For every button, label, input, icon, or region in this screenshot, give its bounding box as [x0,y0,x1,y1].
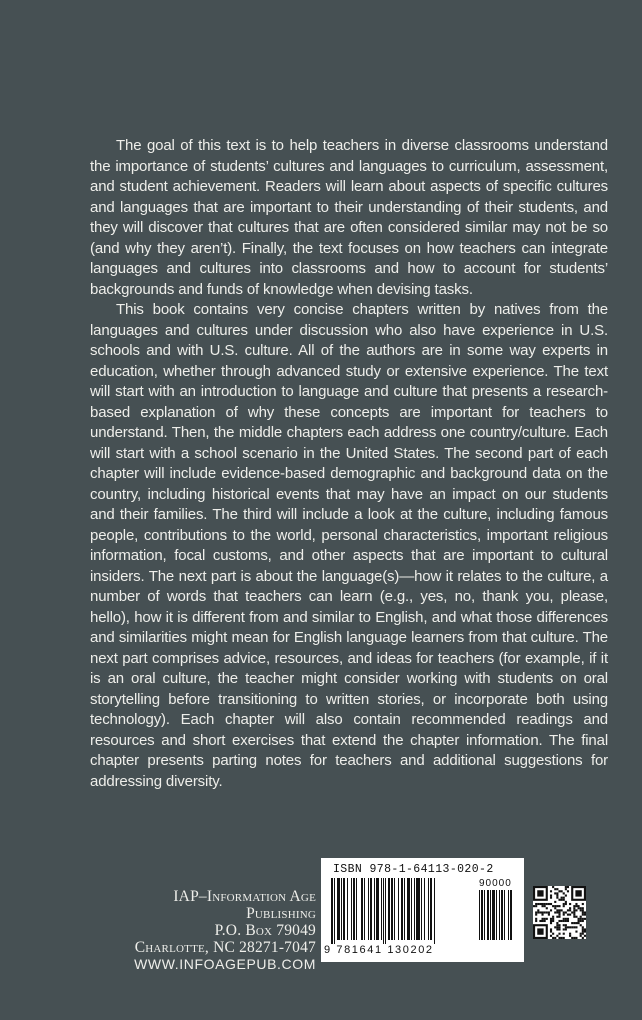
barcode-bar [376,878,379,940]
qr-module [546,918,548,920]
qr-module [537,890,543,896]
qr-module [539,911,541,913]
qr-module [573,909,575,911]
qr-module [582,928,584,930]
qr-module [578,918,580,920]
qr-module [582,903,584,905]
qr-module [565,903,567,905]
qr-module [563,918,565,920]
qr-module [556,916,558,918]
barcode-bar [356,878,357,940]
barcode-bar [385,878,386,944]
qr-module [556,905,558,907]
qr-module [565,888,567,890]
price-bar [510,890,512,940]
price-barcode-bars [478,890,518,950]
qr-module [584,918,586,920]
qr-module [573,907,575,909]
qr-module [550,890,552,892]
qr-module [552,933,554,935]
barcode-bar [398,878,399,940]
qr-module [544,920,546,922]
qr-module [556,888,558,890]
qr-module [544,903,546,905]
qr-module [571,926,573,928]
qr-module [558,937,560,939]
qr-module [561,897,563,899]
barcode-bar [407,878,410,940]
price-bar [492,890,495,940]
barcode-bar [428,878,429,940]
qr-module [565,926,567,928]
qr-module [567,926,569,928]
barcode-bar [424,878,425,940]
qr-module [552,886,554,888]
qr-module [541,918,543,920]
qr-module [548,911,550,913]
barcode-bar [347,878,348,940]
price-bar [504,890,505,940]
qr-module [565,928,567,930]
price-bar [496,890,497,940]
qr-module [563,914,565,916]
qr-module [556,911,558,913]
ean-digits: 9 781641 130202 [324,944,434,956]
qr-module [558,911,560,913]
qr-module [535,914,537,916]
qr-module [550,909,552,911]
qr-module [552,920,554,922]
qr-module [565,901,567,903]
qr-module [554,911,556,913]
qr-module [569,907,571,909]
qr-module [546,907,548,909]
qr-module [550,897,552,899]
qr-module [550,920,552,922]
qr-module [556,894,558,896]
qr-module [575,931,577,933]
qr-module [561,899,563,901]
barcode-bar [334,878,335,944]
qr-module [539,920,541,922]
qr-module [567,918,569,920]
qr-module [552,905,554,907]
qr-module [537,911,539,913]
qr-module [561,909,563,911]
qr-module [571,937,573,939]
qr-module [561,920,563,922]
qr-module [537,909,539,911]
qr-module [537,928,543,934]
qr-module [582,933,584,935]
qr-module [556,922,558,924]
qr-module [580,916,582,918]
qr-module [567,886,569,888]
qr-module [554,892,556,894]
qr-module [580,935,582,937]
qr-module [556,897,558,899]
qr-module [546,911,548,913]
qr-module [563,924,565,926]
qr-module [563,920,565,922]
qr-module [567,920,569,922]
qr-module [558,905,560,907]
qr-module [546,903,548,905]
qr-module [569,933,571,935]
qr-module [554,907,556,909]
qr-module [544,905,546,907]
book-description [90,136,608,792]
qr-module [578,922,580,924]
qr-module [575,909,577,911]
qr-module [573,937,575,939]
qr-module [573,922,575,924]
qr-module [563,905,565,907]
price-bar [499,890,500,940]
price-bar [479,890,480,940]
qr-module [575,890,581,896]
barcode-bar [414,878,415,940]
qr-module [563,892,565,894]
qr-module [563,928,565,930]
qr-module [565,911,567,913]
qr-module [584,928,586,930]
qr-module [558,909,560,911]
qr-module [565,886,567,888]
qr-module [578,907,580,909]
qr-module [548,914,550,916]
qr-module [554,937,556,939]
qr-module [575,905,577,907]
qr-module [565,918,567,920]
qr-module [573,926,575,928]
qr-module [580,907,582,909]
qr-module [554,905,556,907]
publisher-city: Charlotte, NC 28271-7047 [134,939,316,956]
qr-module [563,933,565,935]
qr-module [580,924,582,926]
publisher-name: IAP–Information Age Publishing [173,888,316,922]
qr-module [582,926,584,928]
qr-module [550,903,552,905]
qr-module [563,903,565,905]
qr-module [554,888,556,890]
qr-module [573,916,575,918]
price-bar [490,890,491,940]
qr-module [552,916,554,918]
isbn-label: ISBN 978-1-64113-020-2 [333,863,494,876]
qr-module [544,911,546,913]
price-code: 90000 [479,878,512,889]
barcode-bar [331,878,333,944]
barcode-bar [368,878,369,940]
qr-module [575,903,577,905]
qr-module [567,890,569,892]
qr-module [573,905,575,907]
description-paragraph-2: This book contains very concise chapters written by natives from the languages and cultures under discussion who also have experience in U.S. schools and with U.S. culture. All of the authors are in some way experts in education, whether through advanced study or extensive experience. The text will start with an introduction to language and culture that presents a research-based explanation of why these concepts are important for teachers to understand. Then, the middle chapters each address one country/culture. Each will start with a school scenario in the United States. The second part of each chapter will include evidence-based demographic and background data on the country, including historical events that may have an impact on our students and their families. The third will include a look at the culture, including famous people, contributions to the world, personal characteristics, important religious information, focal customs, and other aspects that are important to cultural insiders. The next part is about the language(s)—how it relates to the culture, a number of words that teachers can learn (e.g., yes, no, thank you, please, hello), how it is different from and similar to English, and what those differences and similarities might mean for English language learners from that culture. The next part comprises advice, resources, and ideas for teachers (for example, if it is an oral culture, the teacher might consider working with students on oral storytelling before transitioning to written stories, or incorporate both using technology). Each chapter will also contain recommended readings and resources and short exercises that extend the chapter information. The final chapter presents parting notes for teachers and additional suggestions for addressing diversity. [90,301,608,790]
qr-module [533,905,535,907]
qr-module [558,926,560,928]
barcode-bar [394,878,395,940]
barcode-bar [430,878,432,940]
qr-module [541,905,543,907]
qr-module [541,920,543,922]
qr-module [556,926,558,928]
barcode-bar [361,878,363,940]
barcode-bar [404,878,405,940]
qr-module [558,924,560,926]
qr-module [582,918,584,920]
barcode-bar [343,878,345,940]
qr-module [550,894,552,896]
qr-module [569,914,571,916]
barcode-bar [341,878,342,940]
qr-module [558,899,560,901]
qr-module [573,914,575,916]
qr-module [552,937,554,939]
qr-module [548,903,550,905]
qr-module [584,914,586,916]
qr-module [584,911,586,913]
qr-module [582,907,584,909]
qr-module [578,905,580,907]
qr-module [550,922,552,924]
price-bar [508,890,509,940]
qr-module [550,918,552,920]
qr-module [535,911,537,913]
qr-module [580,918,582,920]
barcode-bar [383,878,384,944]
qr-code[interactable] [533,886,586,939]
qr-module [571,911,573,913]
qr-module [571,922,573,924]
qr-module [573,911,575,913]
qr-module [567,914,569,916]
qr-module [558,916,560,918]
qr-module [575,926,577,928]
barcode-bar [337,878,340,940]
barcode-bar [353,878,355,940]
price-bar [501,890,503,940]
barcode-bar [351,878,352,940]
qr-module [561,937,563,939]
qr-module [567,909,569,911]
qr-module [539,903,541,905]
qr-module [558,928,560,930]
qr-module [563,899,565,901]
qr-module [544,918,546,920]
qr-module [569,909,571,911]
qr-module [565,920,567,922]
qr-module [556,909,558,911]
publisher-website: WWW.INFOAGEPUB.COM [134,956,316,972]
qr-module [578,920,580,922]
qr-module [565,894,567,896]
qr-module [582,920,584,922]
barcode-bar [434,878,435,944]
qr-module [569,935,571,937]
qr-module [582,911,584,913]
barcode-bar [391,878,393,940]
qr-module [541,911,543,913]
barcode-bar [401,878,403,940]
qr-module [563,897,565,899]
qr-module [535,920,537,922]
barcode-bar [421,878,422,940]
qr-module [569,926,571,928]
barcode-bar [364,878,365,940]
barcode-bar [374,878,375,940]
qr-module [541,903,543,905]
price-bar [487,890,489,940]
barcode-bar [381,878,382,940]
barcode-bar [388,878,390,940]
isbn-barcode [321,858,524,962]
qr-module [575,916,577,918]
qr-module [563,911,565,913]
barcode-bar [416,878,420,940]
qr-module [550,928,552,930]
qr-module [582,937,584,939]
qr-module [575,922,577,924]
qr-module [565,924,567,926]
qr-module [556,892,558,894]
qr-module [580,920,582,922]
qr-module [550,935,552,937]
qr-module [558,920,560,922]
qr-module [554,926,556,928]
qr-module [535,903,537,905]
price-bar [481,890,483,940]
qr-module [582,914,584,916]
qr-module [556,924,558,926]
qr-module [541,914,543,916]
qr-module [535,918,537,920]
qr-module [575,937,577,939]
qr-module [552,918,554,920]
qr-module [582,931,584,933]
qr-module [556,935,558,937]
qr-module [535,905,537,907]
qr-module [550,931,552,933]
qr-module [561,890,563,892]
barcode-bar [411,878,412,940]
qr-module [584,935,586,937]
qr-module [537,903,539,905]
publisher-info [100,888,316,973]
price-bar [484,890,485,940]
qr-module [556,928,558,930]
qr-module [580,933,582,935]
qr-module [569,903,571,905]
publisher-po-box: P.O. Box 79049 [214,922,316,939]
qr-module [558,890,560,892]
barcode-bars [329,878,475,946]
qr-module [558,914,560,916]
qr-code-pattern [533,886,586,939]
qr-module [558,933,560,935]
qr-module [584,931,586,933]
barcode-bar [370,878,372,940]
qr-module [554,901,556,903]
qr-module [580,909,582,911]
description-paragraph-1: The goal of this text is to help teachers in diverse classrooms understand the importance of students’ cultures and languages to curriculum, assessment, and student achievement. Readers will learn about aspects of specific cultures and languages that are important to their understanding of their students, and they will discover that cultures that are often considered similar may not be so (and why they aren’t). Finally, the text focuses on how teachers can integrate languages and cultures into classrooms and how to account for students’ backgrounds and funds of knowledge when devising tasks. [90,137,608,298]
qr-module [563,937,565,939]
qr-module [582,909,584,911]
